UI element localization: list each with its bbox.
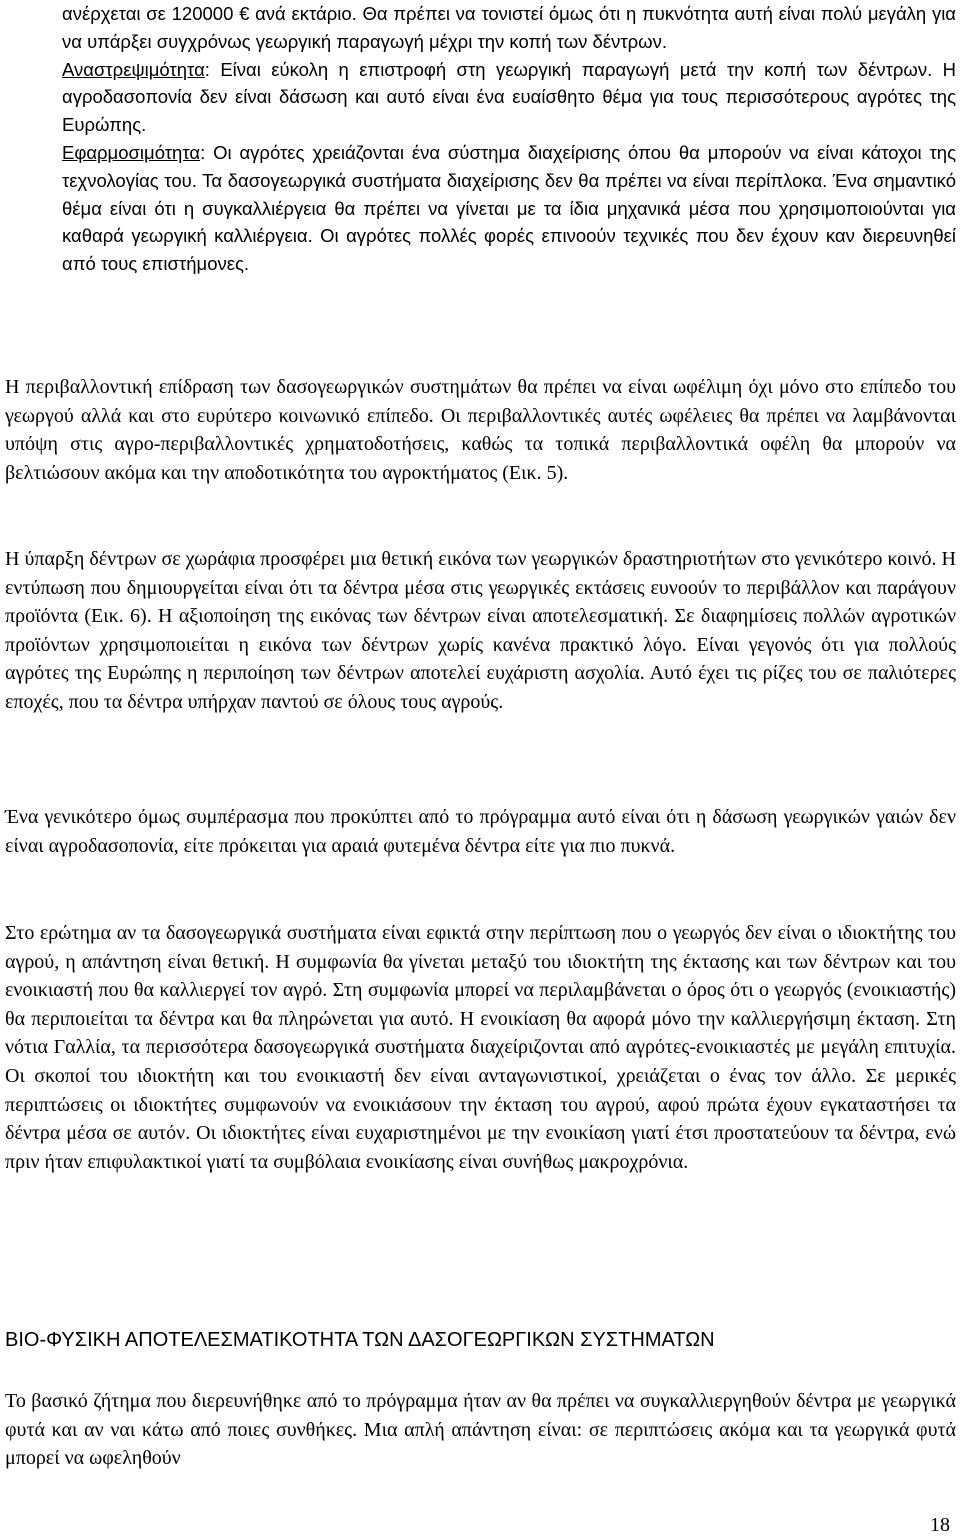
applicability-text: : Οι αγρότες χρειάζονται ένα σύστημα διαχείρισης όπου θα μπορούν να είναι κάτοχοι της τεχνολογίας του. Τα δασογεωργικά συστήματα διαχείρισης δεν θα πρέπει να είναι περίπλοκα. Ένα σημαντικό θέμα είναι ότι η συγκαλλιέργεια θα πρέπει να γίνεται με τα ίδια μηχανικά μέσα που χρησιμοποιούνται για καθαρά γεωργική καλλιέργεια. Οι αγρότες πολλές φορές επινοούν τεχνικές που δεν έχουν καν διερευνηθεί από τους επιστήμονες.: [62, 141, 956, 275]
reversibility-paragraph: [62, 56, 956, 139]
applicability-paragraph: [62, 139, 956, 278]
density-text: ανέρχεται σε 120000 € ανά εκτάριο. Θα πρέπει να τονιστεί όμως ότι η πυκνότητα αυτή είναι πολύ μεγάλη για να υπάρξει συγχρόνως γεωργική παραγωγή μέχρι την κοπή των δέντρων.: [62, 3, 956, 52]
criteria-block: [62, 0, 956, 278]
section-heading: ΒΙΟ-ΦΥΣΙΚΗ ΑΠΟΤΕΛΕΣΜΑΤΙΚΟΤΗΤΑ ΤΩΝ ΔΑΣΟΓΕΩΡΓΙΚΩΝ ΣΥΣΤΗΜΑΤΩΝ: [5, 1329, 715, 1351]
density-paragraph: [62, 0, 956, 56]
reversibility-term: Αναστρεψιμότητα: [62, 58, 205, 80]
reversibility-text: : Είναι εύκολη η επιστροφή στη γεωργική παραγωγή μετά την κοπή των δέντρων. Η αγροδασοπονία δεν είναι δάσωση και αυτό είναι ένα ευαίσθητο θέμα για τους περισσότερους αγρότες της Ευρώπης.: [62, 58, 956, 136]
basic-issue-paragraph: Το βασικό ζήτημα που διερευνήθηκε από το πρόγραμμα ήταν αν θα πρέπει να συγκαλλιεργηθούν δέντρα με γεωργικά φυτά και αν ναι κάτω από ποιες συνθήκες. Μια απλή απάντηση είναι: σε περιπτώσεις ακόμα και τα γεωργικά φυτά μπορεί να ωφεληθούν: [5, 1390, 956, 1470]
afforestation-paragraph: Ένα γενικότερο όμως συμπέρασμα που προκύπτει από το πρόγραμμα αυτό είναι ότι η δάσωση γεωργικών γαιών δεν είναι αγροδασοπονία, είτε πρόκειται για αραιά φυτεμένα δέντρα είτε για πιο πυκνά.: [5, 806, 956, 857]
page-number: 18: [930, 1514, 950, 1536]
applicability-term: Εφαρμοσιμότητα: [62, 141, 201, 163]
ownership-paragraph: Στο ερώτημα αν τα δασογεωργικά συστήματα είναι εφικτά στην περίπτωση που ο γεωργός δεν είναι ο ιδιοκτήτης του αγρού, η απάντηση είναι θετική. Η συμφωνία θα γίνεται μεταξύ του ιδιοκτήτη της έκτασης και των δέντρων και του ενοικιαστή που θα καλλιεργεί τον αγρό. Στη συμφωνία μπορεί να περιλαμβάνεται ο όρος ότι ο γεωργός (ενοικιαστής) θα περιποιείται τα δέντρα και θα πληρώνεται για αυτό. Η ενοικίαση θα αφορά μόνο την καλλιεργήσιμη έκταση. Στη νότια Γαλλία, τα περισσότερα δασογεωργικά συστήματα διαχείριζονται από αγρότες-ενοικιαστές με μεγάλη επιτυχία. Οι σκοποί του ιδιοκτήτη και του ενοικιαστή δεν είναι ανταγωνιστικοί, χρειάζεται ο ένας τον άλλο. Σε μερικές περιπτώσεις οι ιδιοκτήτες συμφωνούν να ενοικιάσουν την έκταση του αγρού, αφού πρώτα έχουν εγκαταστήσει τα δέντρα μέσα σε αυτόν. Οι ιδιοκτήτες είναι ευχαριστημένοι με την ενοικίαση γιατί έτσι προστατεύουν τα δέντρα, ενώ πριν ήταν επιφυλακτικοί γιατί τα συμβόλαια ενοικίασης είναι συνήθως μακροχρόνια.: [5, 922, 956, 1173]
environmental-paragraph: Η περιβαλλοντική επίδραση των δασογεωργικών συστημάτων θα πρέπει να είναι ωφέλιμη όχι μόνο στο επίπεδο του γεωργού αλλά και στο ευρύτερο κοινωνικό επίπεδο. Οι περιβαλλοντικές αυτές ωφέλειες θα πρέπει να λαμβάνονται υπόψη στις αγρο-περιβαλλοντικές χρηματοδοτήσεις, καθώς τα τοπικά περιβαλλοντικά οφέλη θα μπορούν να βελτιώσουν ακόμα και την αποδοτικότητα του αγροκτήματος (Εικ. 5).: [5, 376, 956, 484]
image-paragraph: Η ύπαρξη δέντρων σε χωράφια προσφέρει μια θετική εικόνα των γεωργικών δραστηριοτήτων στο γενικότερο κοινό. Η εντύπωση που δημιουργείται είναι ότι τα δέντρα μέσα στις γεωργικές εκτάσεις ευνοούν το περιβάλλον και παράγουν προϊόντα (Εικ. 6). Η αξιοποίηση της εικόνας των δέντρων είναι αποτελεσματική. Σε διαφημίσεις πολλών αγροτικών προϊόντων χρησιμοποιείται η εικόνα των δέντρων χωρίς κανένα πρακτικό λόγο. Είναι γεγονός ότι για πολλούς αγρότες της Ευρώπης η περιποίηση των δέντρων αποτελεί ευχάριστη ασχολία. Αυτό έχει τις ρίζες του σε παλιότερες εποχές, που τα δέντρα υπήρχαν παντού σε όλους τους αγρούς.: [5, 548, 956, 713]
